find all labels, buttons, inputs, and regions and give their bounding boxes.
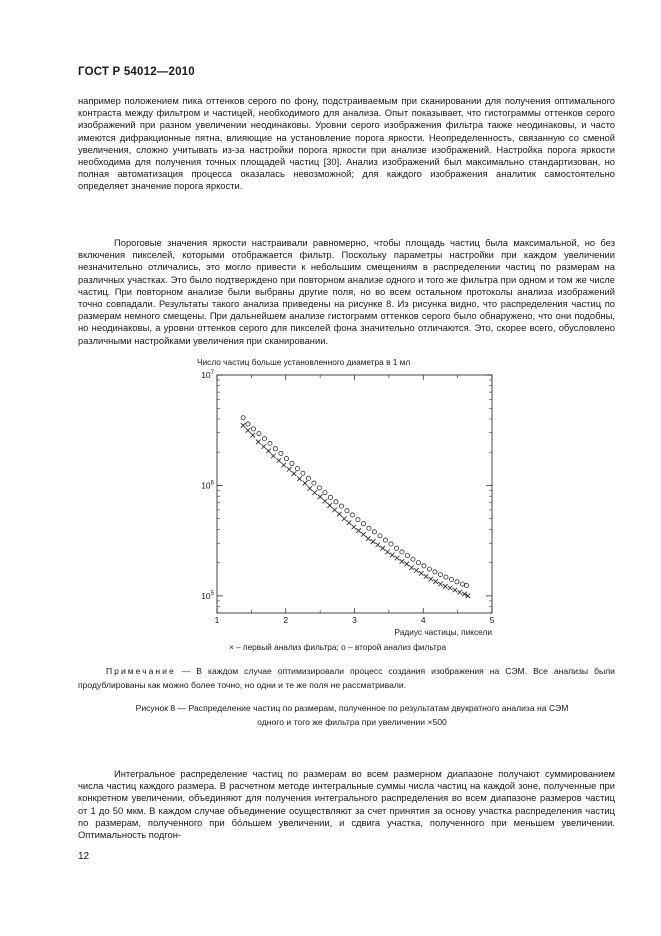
- data-point-x: [366, 536, 371, 541]
- data-point-x: [390, 553, 395, 558]
- data-point-x: [400, 559, 405, 564]
- data-point-x: [352, 525, 357, 530]
- data-point-x: [332, 508, 337, 513]
- figure-note: [78, 664, 615, 692]
- data-point-o: [279, 451, 283, 455]
- x-axis-label: Радиус частицы, пиксели: [394, 627, 492, 637]
- data-point-x: [281, 463, 286, 468]
- data-point-x: [443, 584, 448, 589]
- data-point-o: [257, 431, 261, 435]
- data-point-o: [323, 491, 327, 495]
- data-point-x: [312, 490, 317, 495]
- data-point-x: [356, 528, 361, 533]
- data-point-o: [268, 441, 272, 445]
- figure-caption: [92, 701, 612, 729]
- data-point-x: [347, 520, 352, 525]
- data-point-o: [273, 447, 277, 451]
- data-point-o: [350, 513, 354, 517]
- data-point-o: [361, 522, 365, 526]
- data-point-x: [256, 440, 261, 445]
- data-point-o: [284, 457, 288, 461]
- data-point-o: [372, 530, 376, 534]
- data-point-x: [404, 562, 409, 567]
- data-point-o: [416, 561, 420, 565]
- y-tick-label: $10^5$: [201, 590, 214, 601]
- data-point-x: [371, 539, 376, 544]
- data-point-o: [312, 481, 316, 485]
- data-point-x: [271, 454, 276, 459]
- data-point-x: [419, 571, 424, 576]
- data-point-o: [389, 542, 393, 546]
- data-point-x: [414, 568, 419, 573]
- data-point-x: [395, 556, 400, 561]
- data-point-x: [342, 516, 347, 521]
- data-point-x: [453, 588, 458, 593]
- y-tick-label: $10^6$: [201, 480, 214, 491]
- data-point-o: [411, 557, 415, 561]
- data-point-x: [448, 586, 453, 591]
- data-point-o: [460, 582, 464, 586]
- data-point-o: [378, 534, 382, 538]
- data-point-o: [317, 486, 321, 490]
- data-point-x: [380, 546, 385, 551]
- data-point-x: [287, 467, 292, 472]
- data-point-o: [306, 476, 310, 480]
- data-point-o: [251, 427, 255, 431]
- data-point-o: [383, 538, 387, 542]
- data-point-x: [308, 486, 313, 491]
- data-point-x: [327, 503, 332, 508]
- data-point-x: [318, 494, 323, 499]
- data-point-x: [424, 574, 429, 579]
- data-point-x: [241, 423, 246, 428]
- chart-title: Число частиц больше установленного диаметра в 1 мл: [197, 357, 411, 367]
- page-number: 12: [78, 851, 90, 862]
- data-point-x: [385, 550, 390, 555]
- data-point-o: [241, 416, 245, 420]
- data-point-o: [464, 583, 468, 587]
- data-point-o: [394, 546, 398, 550]
- x-tick-label: 5: [489, 615, 495, 625]
- y-tick-label: $10^7$: [201, 370, 214, 380]
- data-point-x: [292, 471, 297, 476]
- data-point-o: [438, 572, 442, 576]
- data-point-o: [339, 504, 343, 508]
- note-text: — В каждом случае оптимизировали процесс создания изображения на СЭМ. Все анализы были продублированы как можно более точно, но одни и те же поля не рассматривали.: [78, 666, 615, 690]
- chart-legend: × – первый анализ фильтра; о – второй анализ фильтра: [229, 642, 447, 652]
- data-point-o: [422, 564, 426, 568]
- data-point-x: [266, 449, 271, 454]
- data-point-x: [337, 512, 342, 517]
- data-point-x: [246, 428, 251, 433]
- paragraph-1: например положением пика оттенков серого по фону, подстраиваемым при сканировании для получения оптимального контраста между фильтром и частицей, необходимого для анализа. Опыт показывает, что гистограммы оттенков серого изображений при разном увеличении неодинаковы. Уровни серого изображения фильтра также неодинаковы, и часто имеются дифракционные пятна, влияющие на установление порога яркости. Неопределенность, связанную со сменой увеличения, сложно учитывать из-за настройки порога яркости при анализе изображений. Настройка порога яркости необходима для получения точных площадей частиц [30]. Анализ изображений был максимально стандартизован, но полная автоматизация процесса оказалась невозможной; для каждого изображения аналитик самостоятельно определяет значение порога яркости.: [78, 95, 615, 192]
- data-point-o: [301, 471, 305, 475]
- caption-line-1: Рисунок 8 — Распределение частиц по размерам, полученное по результатам двукратного анализа на СЭМ: [135, 703, 569, 713]
- scatter-plot: [180, 354, 500, 654]
- data-point-x: [303, 481, 308, 486]
- data-point-o: [262, 437, 266, 441]
- paragraph-3: Интегральное распределение частиц по размерам во всем размерном диапазоне получают суммированием числа частиц каждого размера. В расчетном методе интегральные суммы числа частиц на каждой зоне, полученные при конкретном увеличении, объединяют для получения интегрального распределения во всем диапазоне размеров частиц от 1 до 50 мкм. В каждом случае объединение осуществляют за счет принятия за основу участка распределения частиц по размерам, полученного при бо́льшем увеличении, и сдвига участка, полученного при меньшем увеличении. Оптимальность подгон-: [78, 768, 615, 841]
- data-point-x: [438, 582, 443, 587]
- data-point-x: [429, 577, 434, 582]
- x-tick-label: 3: [352, 615, 357, 625]
- data-point-x: [261, 444, 266, 449]
- data-point-x: [409, 565, 414, 570]
- data-point-o: [246, 422, 250, 426]
- data-point-o: [295, 467, 299, 471]
- x-tick-label: 4: [420, 615, 426, 625]
- paragraph-2: Пороговые значения яркости настраивали равномерно, чтобы площадь частиц была максимальной, но без включения пикселей, которыми отображается фильтр. Поскольку параметры настройки при каждом увеличении незначительно отличались, это могло привести к небольшим смещениям в распределении частиц по размерам на различных участках. Это было подтверждено при повторном анализе одного и того же фильтра при одном и том же числе частиц. При повторном анализе были выбраны другие поля, но во всем остальном протоколы анализа изображений точно совпадали. Результаты такого анализа приведены на рисунке 8. Из рисунка видно, что распределения частиц по размерам немного смещены. При дальнейшем анализе гистограмм оттенков серого было обнаружено, что они подобны, но неодинаковы, а уровни оттенков серого для пикселей фона значительно отличаются. Это, скорее всего, обусловлено различными настройками увеличения при сканировании.: [78, 237, 615, 346]
- x-tick-label: 2: [283, 615, 289, 625]
- data-point-o: [405, 553, 409, 557]
- data-point-o: [345, 509, 349, 513]
- data-point-x: [361, 532, 366, 537]
- caption-line-2: одного и того же фильтра при увеличении ×500: [257, 717, 447, 727]
- data-point-o: [455, 580, 459, 584]
- note-label: Примечание: [106, 666, 176, 676]
- figure-8-chart: [180, 354, 500, 654]
- document-header: ГОСТ Р 54012—2010: [78, 66, 195, 78]
- data-point-o: [433, 570, 437, 574]
- x-tick-label: 1: [214, 615, 220, 625]
- data-point-x: [457, 590, 462, 595]
- data-point-o: [449, 577, 453, 581]
- data-point-o: [400, 550, 404, 554]
- data-point-o: [444, 575, 448, 579]
- data-point-x: [297, 476, 302, 481]
- data-point-x: [323, 499, 328, 504]
- data-point-x: [277, 458, 282, 463]
- data-point-x: [250, 433, 255, 438]
- data-point-o: [356, 518, 360, 522]
- data-point-o: [328, 495, 332, 499]
- data-point-x: [433, 579, 438, 584]
- data-point-o: [334, 500, 338, 504]
- data-point-x: [376, 543, 381, 548]
- data-point-o: [427, 567, 431, 571]
- data-point-o: [367, 526, 371, 530]
- data-point-o: [290, 461, 294, 465]
